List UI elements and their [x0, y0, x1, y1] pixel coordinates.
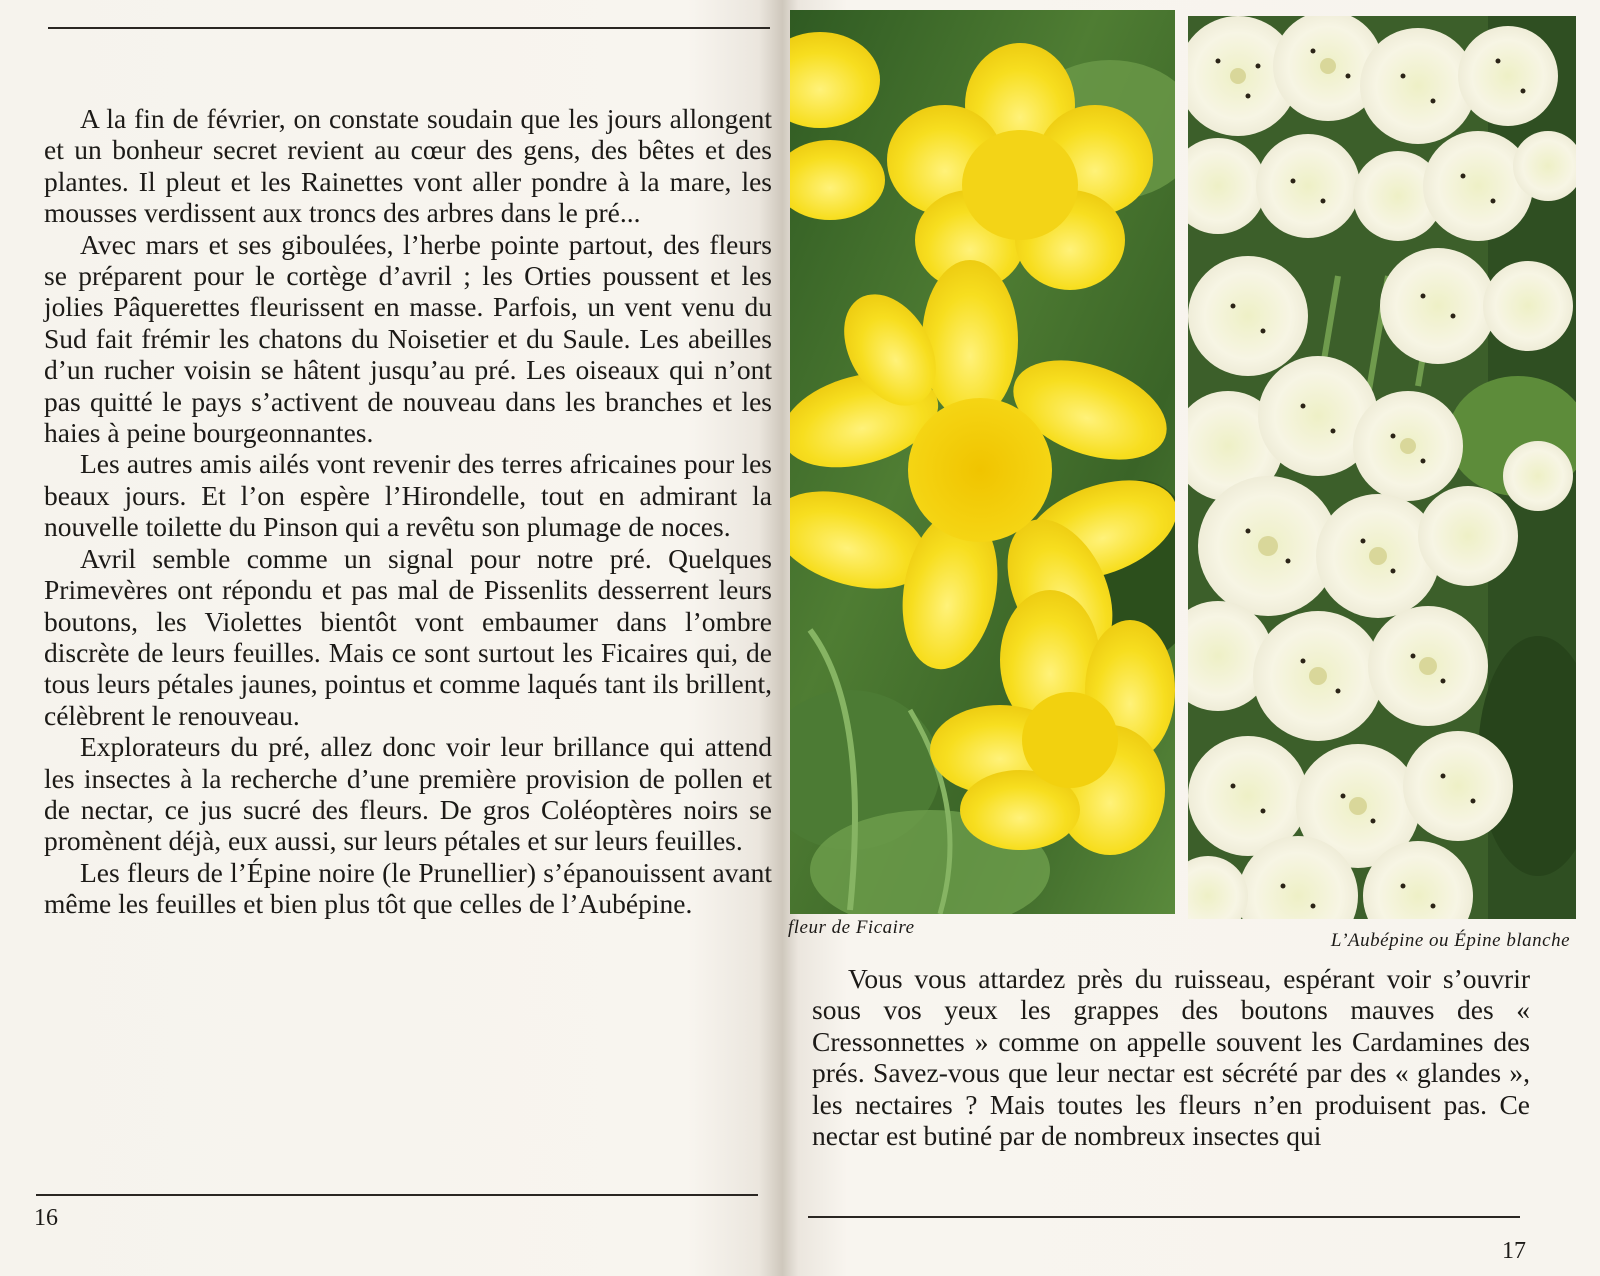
left-text-column: [44, 103, 772, 920]
aubepine-photo: [1188, 16, 1576, 919]
right-page: [782, 0, 1600, 1276]
paragraph: A la fin de février, on constate soudain que les jours allongent et un bonheur secret revient au cœur des gens, des bêtes et des plantes. Il pleut et les Rainettes vont aller pondre à la mare, les mousses verdissent aux troncs des arbres dans le pré...: [44, 103, 772, 229]
page-number: 17: [1502, 1238, 1526, 1264]
caption-ficaire: fleur de Ficaire: [788, 917, 915, 938]
caption-aubepine: L’Aubépine ou Épine blanche: [1330, 930, 1570, 951]
paragraph: Les autres amis ailés vont revenir des terres africaines pour les beaux jours. Et l’on espère l’Hirondelle, tout en admirant la nouvelle toilette du Pinson qui a revêtu son plumage de noces.: [44, 448, 772, 543]
left-page: [0, 0, 782, 1276]
paragraph: Avec mars et ses giboulées, l’herbe pointe partout, des fleurs se préparent pour le cortège d’avril ; les Orties poussent et les jolies Pâquerettes fleurissent en masse. Parfois, un vent venu du Sud fait frémir les chatons du Noisetier et du Saule. Les abeilles d’un rucher voisin se hâtent jusqu’au pré. Les oiseaux qui n’ont pas quitté le pays s’activent de nouveau dans les branches et les haies à peine bourgeonnantes.: [44, 228, 772, 449]
page-number: 16: [34, 1205, 58, 1231]
white-blossom-photo-icon: [1188, 16, 1576, 919]
ficaire-photo: [790, 10, 1175, 914]
right-text-column: [812, 963, 1530, 1151]
paragraph: Les fleurs de l’Épine noire (le Prunellier) s’épanouissent avant même les feuilles et bien plus tôt que celles de l’Aubépine.: [44, 856, 772, 920]
top-rule: [48, 27, 770, 29]
paragraph: Vous vous attardez près du ruisseau, espérant voir s’ouvrir sous vos yeux les grappes des boutons mauves des « Cressonnettes » comme on appelle souvent les Cardamines des prés. Savez-vous que leur nectar est sécrété par des « glandes », les nectaires ? Mais toutes les fleurs n’en produisent pas. Ce nectar est butiné par de nombreux insectes qui: [812, 963, 1530, 1152]
paragraph: Explorateurs du pré, allez donc voir leur brillance qui attend les insectes à la recherche d’une première provision de pollen et de nectar, ce jus sucré des fleurs. De gros Coléoptères noirs se promènent déjà, eux aussi, sur leurs pétales et sur leurs feuilles.: [44, 731, 772, 857]
paragraph: Avril semble comme un signal pour notre pré. Quelques Primevères ont répondu et pas mal de Pissenlits desserrent leurs boutons, les Violettes bientôt vont embaumer dans l’ombre discrète de leurs feuilles. Mais ce sont surtout les Ficaires qui, de tous leurs pétales jaunes, pointus et comme laqués tant ils brillent, célèbrent le renouveau.: [44, 542, 772, 731]
yellow-flower-photo-icon: [790, 10, 1175, 914]
bottom-rule: [808, 1216, 1520, 1218]
bottom-rule: [36, 1194, 758, 1196]
